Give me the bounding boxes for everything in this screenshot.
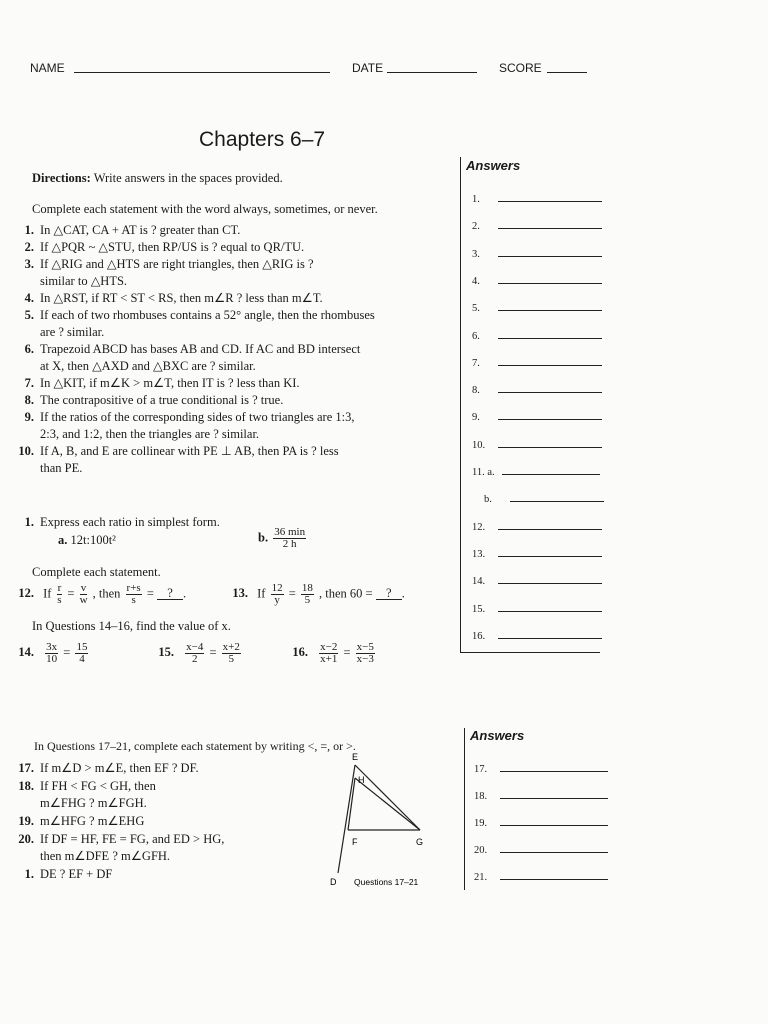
answer-line[interactable]: [502, 474, 600, 475]
answer-line[interactable]: [498, 638, 602, 639]
answer-line[interactable]: [498, 228, 602, 229]
answer-label: 6.: [472, 330, 480, 342]
answer-line[interactable]: [510, 501, 604, 502]
segment-hg: [355, 778, 420, 830]
part1-list: [12, 222, 375, 477]
question-21: 1. DE ? EF + DF: [24, 867, 113, 881]
label-e: E: [352, 752, 359, 762]
directions-label: Directions:: [32, 171, 91, 185]
answer-line[interactable]: [500, 825, 608, 826]
answer-label: 2.: [472, 221, 480, 233]
answer-line[interactable]: [498, 283, 602, 284]
answer-line[interactable]: [500, 879, 608, 880]
question-17: 17. If m∠D > m∠E, then EF ? DF.: [18, 761, 199, 775]
answers-bottom-line: [460, 652, 600, 653]
fraction-11b: $\frac{36 \min}{2 h}$: [274, 526, 306, 550]
segment-eg: [355, 765, 420, 830]
answer-row: [472, 467, 600, 478]
answers-divider: [460, 157, 461, 653]
answer-line[interactable]: [498, 338, 602, 339]
question-6-cont: at X, then △AXD and △BXC are ? similar.: [40, 359, 256, 373]
name-label: NAME: [30, 61, 65, 75]
answer-label: 4.: [472, 275, 480, 287]
answer-blank: ?: [157, 587, 183, 600]
question-2: 2. If △PQR ~ △STU, then RP/US is ? equal to QR/TU.: [24, 240, 305, 254]
answer-row: [472, 440, 602, 451]
answer-line[interactable]: [498, 529, 602, 530]
answer-line[interactable]: [498, 583, 602, 584]
answer-row: [472, 194, 602, 205]
answer-row: [472, 276, 602, 287]
answer-row: [474, 764, 608, 775]
answer-row: [472, 385, 602, 396]
answer-label: 19.: [474, 818, 488, 829]
answer-row: [472, 303, 602, 314]
question-19: 19. m∠HFG ? m∠EHG: [18, 814, 145, 828]
question-11: 1. Express each ratio in simplest form.: [24, 515, 220, 529]
label-f: F: [352, 837, 358, 847]
question-6: 6. Trapezoid ABCD has bases AB and CD. If AC and BD intersect: [24, 342, 361, 356]
answer-row: [472, 412, 602, 423]
answer-row: [472, 249, 602, 260]
answers2-title: Answers: [470, 728, 525, 743]
question-7: 7. In △KIT, if m∠K > m∠T, then IT is ? less than KI.: [24, 376, 300, 390]
segment-ed: [338, 765, 355, 873]
answer-line[interactable]: [498, 447, 602, 448]
part2-instruction: Complete each statement.: [32, 565, 161, 579]
answer-label: 17.: [474, 764, 488, 775]
question-18-cont: m∠FHG ? m∠FGH.: [40, 796, 147, 810]
answer-label: 13.: [472, 548, 486, 560]
part3-instruction: In Questions 17–21, complete each statement by writing <, =, or >.: [34, 739, 356, 753]
answer-label: 5.: [472, 303, 480, 315]
label-d: D: [330, 877, 337, 887]
name-line[interactable]: [74, 72, 330, 73]
date-line[interactable]: [387, 72, 477, 73]
answer-line[interactable]: [498, 310, 602, 311]
question-10: 10. If A, B, and E are collinear with PE ⊥ AB, then PA is ? less: [18, 444, 339, 458]
question-15: 15. $\frac{x-4}{2}$ = $\frac{x+2}{5}$: [158, 641, 240, 665]
answer-line[interactable]: [498, 419, 602, 420]
question-13: 13. If $\frac{12}{y}$ = $\frac{18}{5}$ , then 60 = ? .: [232, 582, 405, 606]
answer-row: [474, 845, 608, 856]
answer-row: [472, 549, 602, 560]
question-20: 20. If DF = HF, FE = FG, and ED > HG,: [18, 832, 225, 846]
answer-row: [474, 872, 608, 883]
answer-line[interactable]: [500, 771, 608, 772]
question-9: 9. If the ratios of the corresponding sides of two triangles are 1:3,: [24, 410, 355, 424]
question-3-cont: similar to △HTS.: [40, 274, 128, 288]
answer-label: 8.: [472, 385, 480, 397]
answer-row: [472, 358, 602, 369]
answer-row: [472, 576, 602, 587]
question-16: 16. $\frac{x-2}{x+1}$ = $\frac{x-5}{x-3}$: [292, 641, 374, 665]
question-18: 18. If FH < FG < GH, then: [18, 779, 156, 793]
directions: [32, 170, 283, 186]
figure-caption: Questions 17–21: [354, 877, 419, 887]
answer-line[interactable]: [500, 852, 608, 853]
answer-label: 3.: [472, 248, 480, 260]
answer-label: 12.: [472, 521, 486, 533]
answer-label: 21.: [474, 872, 488, 883]
directions-text: Write answers in the spaces provided.: [93, 171, 283, 185]
part2-instruction2: In Questions 14–16, find the value of x.: [32, 619, 231, 633]
answer-line[interactable]: [498, 365, 602, 366]
question-14: 14. $\frac{3x}{10}$ = $\frac{15}{4}$: [18, 641, 88, 665]
question-8: 8. The contrapositive of a true conditional is ? true.: [24, 393, 284, 407]
question-1: 1. In △CAT, CA + AT is ? greater than CT.: [24, 223, 241, 237]
answer-label: 1.: [472, 194, 480, 205]
answer-line[interactable]: [500, 798, 608, 799]
answer-line[interactable]: [498, 256, 602, 257]
answer-line[interactable]: [498, 556, 602, 557]
answer-label: 10.: [472, 439, 486, 451]
answer-line[interactable]: [498, 392, 602, 393]
question-3: 3. If △RIG and △HTS are right triangles, then △RIG is ?: [24, 257, 314, 271]
question-12: 12. If $\frac{r}{s}$ = $\frac{v}{w}$ , then $\frac{r+s}{s}$ = ? .: [18, 582, 187, 606]
answer-blank: ?: [376, 587, 402, 600]
answer-label: 14.: [472, 576, 486, 588]
question-9-cont: 2:3, and 1:2, then the triangles are ? similar.: [40, 427, 260, 441]
answers-title: Answers: [466, 158, 521, 173]
score-label: SCORE: [499, 61, 542, 75]
question-20-cont: then m∠DFE ? m∠GFH.: [40, 849, 171, 863]
answers2-divider: [464, 728, 465, 890]
part3-list: [12, 760, 224, 884]
answer-line[interactable]: [498, 201, 602, 202]
answer-label: 16.: [472, 630, 486, 642]
triangle-figure: [320, 745, 440, 890]
label-h: H: [358, 775, 365, 785]
question-10-cont: than PE.: [40, 461, 83, 475]
answer-row: [472, 604, 602, 615]
label-g: G: [416, 837, 424, 847]
answer-row: [474, 791, 608, 802]
answer-label: 15.: [472, 603, 486, 615]
answer-row: [472, 221, 602, 232]
answer-label: 9.: [472, 412, 480, 424]
answer-line[interactable]: [498, 611, 602, 612]
question-11b: b. $\frac{36 \min}{2 h}$: [258, 526, 306, 550]
answer-row: [472, 331, 602, 342]
date-label: DATE: [352, 61, 384, 75]
question-5-cont: are ? similar.: [40, 325, 105, 339]
question-5: 5. If each of two rhombuses contains a 52° angle, then the rhombuses: [24, 308, 375, 322]
page-title: Chapters 6–7: [199, 128, 326, 151]
answer-row: [472, 631, 602, 642]
answer-label: 7.: [472, 357, 480, 369]
score-line[interactable]: [547, 72, 587, 73]
answer-label: 18.: [474, 791, 488, 802]
answer-row: [474, 818, 608, 829]
answer-row: [484, 494, 604, 505]
answer-label: 11. a.: [472, 467, 495, 478]
question-11a: a. 12t:100t²: [58, 533, 116, 547]
answer-label: b.: [484, 494, 492, 506]
answer-label: 20.: [474, 845, 488, 856]
part1-instruction: Complete each statement with the word always, sometimes, or never.: [32, 202, 378, 216]
answer-row: [472, 522, 602, 533]
question-4: 4. In △RST, if RT < ST < RS, then m∠R ? less than m∠T.: [24, 291, 323, 305]
